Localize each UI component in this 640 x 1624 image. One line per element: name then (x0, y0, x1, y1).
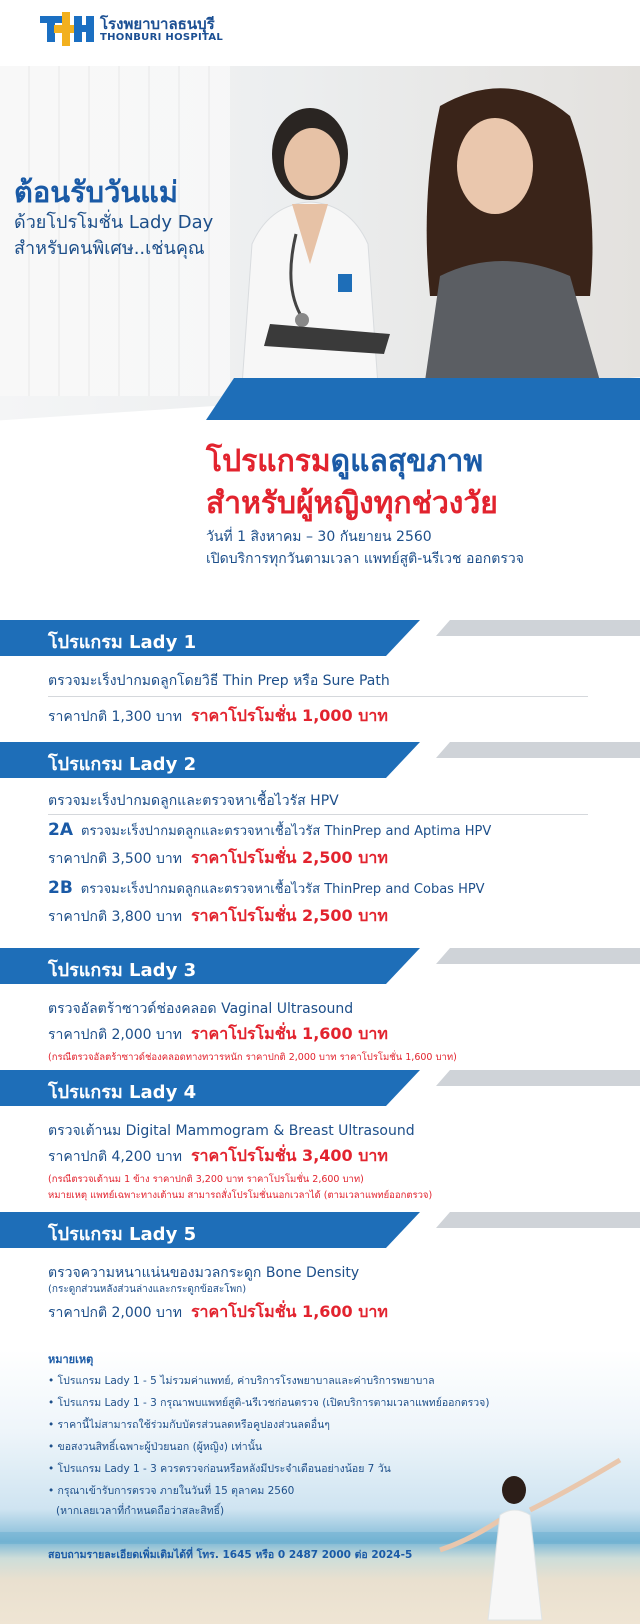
divider (48, 814, 588, 815)
promo-price: ราคาโปรโมชั่น 2,500 บาท (190, 906, 388, 925)
header-gray-shape (436, 1070, 640, 1086)
sub-program-2b (48, 878, 485, 899)
hero-blue-band (206, 378, 640, 420)
program-lady-5 (0, 1212, 640, 1342)
hero-subtitle-2: สำหรับคนพิเศษ..เช่นคุณ (14, 238, 205, 259)
header-gray-shape (436, 1212, 640, 1228)
promo-price: ราคาโปรโมชั่น 3,400 บาท (190, 1146, 388, 1165)
program-lady-2 (0, 742, 640, 942)
program-note: (กรณีตรวจเต้านม 1 ข้าง ราคาปกติ 3,200 บาท ราคาโปรโมชั่น 2,600 บาท) (48, 1174, 364, 1185)
note-item: • กรุณาเข้ารับการตรวจ ภายในวันที่ 15 ตุลาคม 2560 (48, 1480, 489, 1502)
program-header-bar (0, 742, 640, 778)
thonburi-logo-icon[interactable] (40, 12, 94, 46)
normal-price: ราคาปกติ 3,800 บาท (48, 909, 183, 925)
notes-list (48, 1370, 489, 1502)
normal-price: ราคาปกติ 2,000 บาท (48, 1305, 183, 1321)
program-remark: หมายเหตุ แพทย์เฉพาะทางเต้านม สามารถสั่งโปรโมชั่นนอกเวลาได้ (ตามเวลาแพทย์ออกตรวจ) (48, 1190, 433, 1201)
note-item: • ราคานี้ไม่สามารถใช้ร่วมกับบัตรส่วนลดหรือคูปองส่วนลดอื่นๆ (48, 1414, 489, 1436)
normal-price: ราคาปกติ 1,300 บาท (48, 709, 183, 725)
sub-program-2a (48, 820, 491, 841)
program-lady-1 (0, 620, 640, 730)
note-continuation: (หากเลยเวลาที่กำหนดถือว่าสละสิทธิ์) (56, 1505, 225, 1517)
normal-price: ราคาปกติ 3,500 บาท (48, 851, 183, 867)
program-detail: (กระดูกส่วนหลังส่วนล่างและกระดูกข้อสะโพก) (48, 1284, 247, 1295)
program-header-bar (0, 1212, 640, 1248)
promo-price: ราคาโปรโมชั่น 1,600 บาท (190, 1024, 388, 1043)
sub-program-2a-price (48, 846, 388, 871)
contact-info[interactable]: สอบถามรายละเอียดเพิ่มเติมได้ที่ โทร. 1645 หรือ 0 2487 2000 ต่อ 2024-5 (48, 1549, 413, 1561)
service-hours: เปิดบริการทุกวันตามเวลา แพทย์สูติ-นรีเวช ออกตรวจ (206, 551, 524, 567)
program-lady-3 (0, 948, 640, 1068)
program-title: โปรแกรม Lady 5 (48, 1224, 197, 1245)
sub-code: 2A (48, 820, 73, 840)
sub-description: ตรวจมะเร็งปากมดลูกและตรวจหาเชื้อไวรัส ThinPrep and Cobas HPV (80, 882, 485, 897)
program-lady-4 (0, 1070, 640, 1210)
header-gray-shape (436, 948, 640, 964)
note-item: • ขอสงวนสิทธิ์เฉพาะผู้ป่วยนอก (ผู้หญิง) เท่านั้น (48, 1436, 489, 1458)
hero-banner (0, 66, 640, 440)
normal-price: ราคาปกติ 2,000 บาท (48, 1027, 183, 1043)
notes-title: หมายเหตุ (48, 1353, 94, 1366)
doctor-illustration (200, 84, 420, 414)
program-description: ตรวจความหนาแน่นของมวลกระดูก Bone Density (48, 1265, 360, 1281)
hospital-name-th: โรงพยาบาลธนบุรี (100, 15, 215, 33)
program-title: โปรแกรม Lady 4 (48, 1082, 197, 1103)
program-title-block (206, 442, 626, 570)
hospital-name-en: THONBURI HOSPITAL (100, 32, 224, 43)
program-title: โปรแกรม Lady 1 (48, 632, 197, 653)
promo-price: ราคาโปรโมชั่น 2,500 บาท (190, 848, 388, 867)
main-subtitle: สำหรับผู้หญิงทุกช่วงวัย (206, 486, 498, 521)
header-gray-shape (436, 742, 640, 758)
footer-beach (0, 1350, 640, 1624)
main-title-a: โปรแกรม (206, 444, 331, 479)
hero-subtitle-1: ด้วยโปรโมชั่น Lady Day (14, 212, 214, 233)
hero-headline (14, 174, 213, 262)
program-description: ตรวจอัลตร้าซาวด์ช่องคลอด Vaginal Ultrasound (48, 1001, 354, 1017)
sub-program-2b-price (48, 904, 388, 929)
program-header-bar (0, 620, 640, 656)
program-title: โปรแกรม Lady 3 (48, 960, 197, 981)
program-price (48, 1144, 388, 1169)
note-item: • โปรแกรม Lady 1 - 3 ควรตรวจก่อนหรือหลังมีประจำเดือนอย่างน้อย 7 วัน (48, 1458, 489, 1480)
main-title (206, 442, 626, 482)
main-title-b: ดูแลสุขภาพ (330, 444, 484, 479)
program-description: ตรวจมะเร็งปากมดลูกและตรวจหาเชื้อไวรัส HPV (48, 793, 339, 809)
program-description: ตรวจเต้านม Digital Mammogram & Breast Ultrasound (48, 1123, 415, 1139)
program-price (48, 1300, 388, 1325)
hero-title-a: ต้อนรับ (14, 175, 105, 209)
program-header-bar (0, 948, 640, 984)
program-note: (กรณีตรวจอัลตร้าซาวด์ช่องคลอดทางทวารหนัก ราคาปกติ 2,000 บาท ราคาโปรโมชั่น 1,600 บาท) (48, 1052, 457, 1063)
program-price (48, 1022, 388, 1047)
note-item: • โปรแกรม Lady 1 - 5 ไม่รวมค่าแพทย์, ค่าบริการโรงพยาบาลและค่าบริการพยาบาล (48, 1370, 489, 1392)
program-description: ตรวจมะเร็งปากมดลูกโดยวิธี Thin Prep หรือ Sure Path (48, 673, 390, 689)
woman-illustration (400, 76, 630, 416)
promo-date: วันที่ 1 สิงหาคม – 30 กันยายน 2560 (206, 529, 432, 545)
promo-price: ราคาโปรโมชั่น 1,600 บาท (190, 1302, 388, 1321)
sub-description: ตรวจมะเร็งปากมดลูกและตรวจหาเชื้อไวรัส ThinPrep and Aptima HPV (81, 824, 492, 839)
sub-code: 2B (48, 878, 73, 898)
normal-price: ราคาปกติ 4,200 บาท (48, 1149, 183, 1165)
program-price (48, 704, 388, 729)
promo-price: ราคาโปรโมชั่น 1,000 บาท (190, 706, 388, 725)
hero-title (14, 174, 213, 210)
program-title: โปรแกรม Lady 2 (48, 754, 197, 775)
header (0, 0, 640, 66)
divider (48, 696, 588, 697)
program-header-bar (0, 1070, 640, 1106)
note-item: • โปรแกรม Lady 1 - 3 กรุณาพบแพทย์สูติ-นรีเวชก่อนตรวจ (เปิดบริการตามเวลาแพทย์ออกตรวจ) (48, 1392, 489, 1414)
hero-title-b: วันแม่ (104, 175, 178, 209)
header-gray-shape (436, 620, 640, 636)
